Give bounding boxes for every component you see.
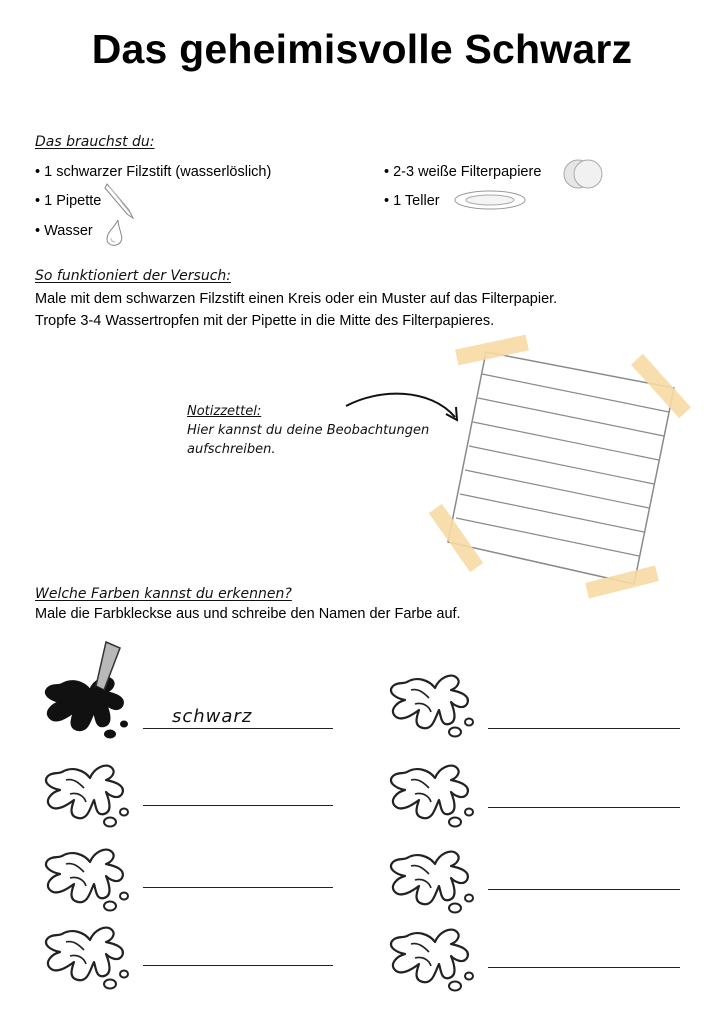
colors-heading: Welche Farben kannst du erkennen? [35,586,292,602]
procedure-line-2: Tropfe 3-4 Wassertropfen mit der Pipette in die Mitte des Filterpapieres. [35,313,495,329]
paint-splash-outline[interactable] [385,922,485,1002]
procedure-heading: So funktioniert der Versuch: [35,268,231,284]
material-item-pipette: • 1 Pipette [35,193,102,209]
paint-splash-black[interactable] [40,640,140,750]
note-line-1: Hier kannst du deine Beobachtungen [187,423,430,438]
page-title: Das geheimisvolle Schwarz [91,26,633,72]
paint-splash-outline[interactable] [40,758,140,838]
material-item-plate: • 1 Teller [384,193,440,209]
pipette-icon [103,180,139,222]
answer-line-8[interactable] [488,967,680,968]
material-item-water: • Wasser [35,223,93,239]
note-paper-sheet [448,352,674,584]
material-item-felt-pen: • 1 schwarzer Filzstift (wasserlöslich) [35,164,272,180]
note-heading: Notizzettel: [187,404,262,419]
filter-papers-icon [561,157,607,191]
note-paper[interactable] [420,330,700,600]
answer-line-6[interactable] [488,807,680,808]
paint-splash-outline[interactable] [385,758,485,838]
colors-instruction: Male die Farbkleckse aus und schreibe den Namen der Farbe auf. [35,606,461,622]
answer-line-3[interactable] [143,887,333,888]
note-line-2: aufschreiben. [187,442,276,457]
paint-splash-outline[interactable] [385,844,485,924]
water-drop-icon [104,218,126,248]
paint-splash-outline[interactable] [40,920,140,1000]
answer-line-7[interactable] [488,889,680,890]
answer-line-2[interactable] [143,805,333,806]
procedure-line-1: Male mit dem schwarzen Filzstift einen Kreis oder ein Muster auf das Filterpapier. [35,291,558,307]
answer-line-5[interactable] [488,728,680,729]
materials-heading: Das brauchst du: [35,134,155,150]
answer-line-1[interactable] [143,728,333,729]
answer-line-4[interactable] [143,965,333,966]
paint-splash-outline[interactable] [385,668,485,748]
answer-text-black: schwarz [172,706,253,727]
paint-splash-outline[interactable] [40,842,140,922]
material-item-filter-paper: • 2-3 weiße Filterpapiere [384,164,542,180]
plate-icon [453,189,529,213]
